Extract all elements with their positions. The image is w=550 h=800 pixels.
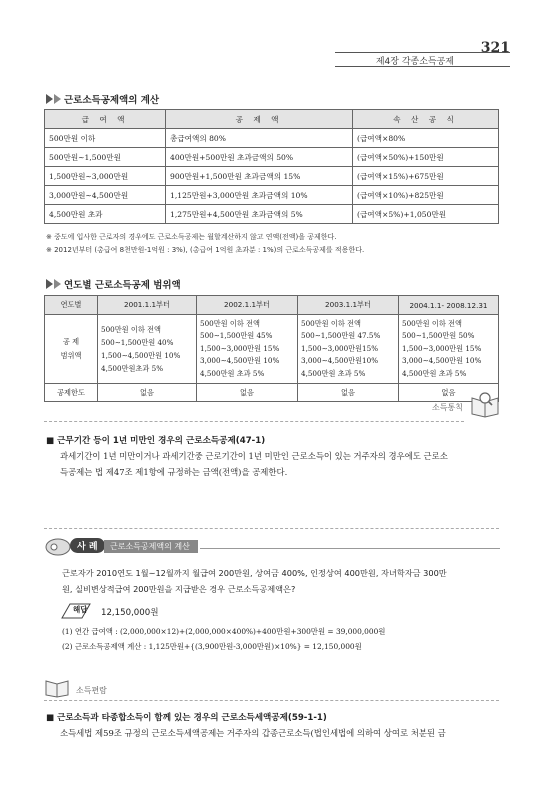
table-cell: 총급여액의 80% (166, 129, 353, 148)
table-cell: 1,125만원+3,000만원 초과금액의 10% (166, 186, 353, 205)
book-icon (44, 676, 70, 702)
row-label: 공 제 범위액 (45, 315, 98, 384)
table-row (45, 148, 499, 167)
table-cell: 500만원 이하 전액 500∼1,500만원 40% 1,500∼4,500만원 10% 4,500만원초과 5% (98, 315, 197, 384)
answer-value: 12,150,000원 (101, 608, 159, 618)
chapter-title: 제4장 각종소득공제 (375, 57, 454, 67)
answer-label: 해답 (73, 605, 88, 614)
table-cell: 500만원 이하 (45, 129, 166, 148)
table-row (45, 315, 499, 384)
column-header: 2002.1.1부터 (197, 296, 298, 315)
bullet-triangle-icon (46, 94, 53, 104)
table-cell: 400만원+500만원 초과금액의 50% (166, 148, 353, 167)
column-header: 연도별 (45, 296, 98, 315)
table-cell: 없음 (98, 384, 197, 402)
row-label: 공제한도 (45, 384, 98, 402)
table-cell: (급여액×5%)+1,050만원 (353, 205, 499, 224)
bullet-triangle-icon (54, 279, 61, 289)
table-row (45, 186, 499, 205)
column-header: 2004.1.1- 2008.12.31 (399, 296, 499, 315)
bullet-triangle-icon (46, 279, 53, 289)
rule-body: 과세기간이 1년 미만이거나 과세기간중 근로기간이 1년 미만인 근로소득이 있는 거주자의 경우에도 근로소 득공제는 법 제47조 제1항에 규정하는 금액(전액)을 공제한다. (60, 451, 448, 477)
table-cell: 500만원∼1,500만원 (45, 148, 166, 167)
page-number: 321 (480, 40, 510, 56)
example-badge: 사 례 (70, 538, 105, 553)
example-rule (200, 548, 500, 549)
rule-heading: ■ 근로소득과 타종합소득이 함께 있는 경우의 근로소득세액공제(59-1-1) (46, 713, 327, 723)
tag-label: 소득편람 (76, 686, 107, 695)
example-question: 근로자가 2010연도 1월∼12월까지 월급여 200만원, 상여금 400%, 인정상여 400만원, 자녀학자금 300만 원, 실비변상적급여 200만원을 지급받은 경우 근로소득공제액은? (62, 568, 447, 594)
table-cell: (급여액×15%)+675만원 (353, 167, 499, 186)
calculation: (1) 연간 급여액 : (2,000,000×12)+(2,000,000×400%)+400만원+300만원 = 39,000,000원 (2) 근로소득공제액 계산 : 1,125만원+{(3,900만원-3,000만원)×10%} = 12,150,000원 (62, 627, 386, 651)
dashed-divider (44, 421, 464, 422)
table-cell: 500만원 이하 전액 500∼1,500만원 45% 1,500∼3,000만원 15% 3,000∼4,500만원 10% 4,500만원 초과 5% (197, 315, 298, 384)
example-title: 근로소득공제액의 계산 (104, 540, 198, 553)
header-rule (335, 52, 510, 53)
table-row (45, 129, 499, 148)
yearly-range-table (44, 295, 499, 402)
table-cell: 없음 (399, 384, 499, 402)
table-cell: 1,500만원∼3,000만원 (45, 167, 166, 186)
column-header: 공 제 액 (166, 110, 353, 129)
section-title-2: 연도별 근로소득공제 범위액 (46, 277, 181, 291)
dashed-divider (44, 528, 499, 529)
table-cell: 500만원 이하 전액 500∼1,500만원 47.5% 1,500∼3,000만원15% 3,000∼4,500만원10% 4,500만원 초과 5% (298, 315, 399, 384)
column-header: 2001.1.1부터 (98, 296, 197, 315)
table-cell: 500만원 이하 전액 500∼1,500만원 50% 1,500∼3,000만원 15% 3,000∼4,500만원 10% 4,500만원 초과 5% (399, 315, 499, 384)
column-header: 급 여 액 (45, 110, 166, 129)
table-cell: (급여액×10%)+825만원 (353, 186, 499, 205)
book-icon (470, 392, 500, 422)
example-icon (44, 535, 72, 561)
table-cell: 900만원+1,500만원 초과금액의 15% (166, 167, 353, 186)
column-header: 속 산 공 식 (353, 110, 499, 129)
header-rule-bottom (335, 66, 510, 67)
deduction-table (44, 109, 499, 224)
table-row (45, 167, 499, 186)
tag-label: 소득통칙 (432, 403, 463, 412)
note-line: ※ 중도에 입사한 근로자의 경우에도 근로소득공제는 월할계산하지 않고 연액(전액)을 공제한다. (46, 233, 337, 241)
column-header: 2003.1.1부터 (298, 296, 399, 315)
note-line: ※ 2012년부터 (총급여 8천만원-1억원 : 3%), (총급여 1억원 초과분 : 1%)의 근로소득공제를 적용한다. (46, 246, 365, 254)
table-row (45, 205, 499, 224)
rule-body: 소득세법 제59조 규정의 근로소득세액공제는 거주자의 갑종근로소득(법인세법에 의하여 상여로 처분된 금 (60, 728, 446, 738)
bullet-triangle-icon (54, 94, 61, 104)
rule-heading: ■ 근무기간 등이 1년 미만인 경우의 근로소득공제(47-1) (46, 436, 266, 446)
section-title-1: 근로소득공제액의 계산 (46, 92, 159, 106)
table-cell: 1,275만원+4,500만원 초과금액의 5% (166, 205, 353, 224)
table-cell: (급여액×50%)+150만원 (353, 148, 499, 167)
table-cell: 없음 (298, 384, 399, 402)
dashed-divider (44, 700, 499, 701)
table-cell: 3,000만원∼4,500만원 (45, 186, 166, 205)
table-row (45, 384, 499, 402)
table-cell: 없음 (197, 384, 298, 402)
table-cell: (급여액×80% (353, 129, 499, 148)
table-cell: 4,500만원 초과 (45, 205, 166, 224)
